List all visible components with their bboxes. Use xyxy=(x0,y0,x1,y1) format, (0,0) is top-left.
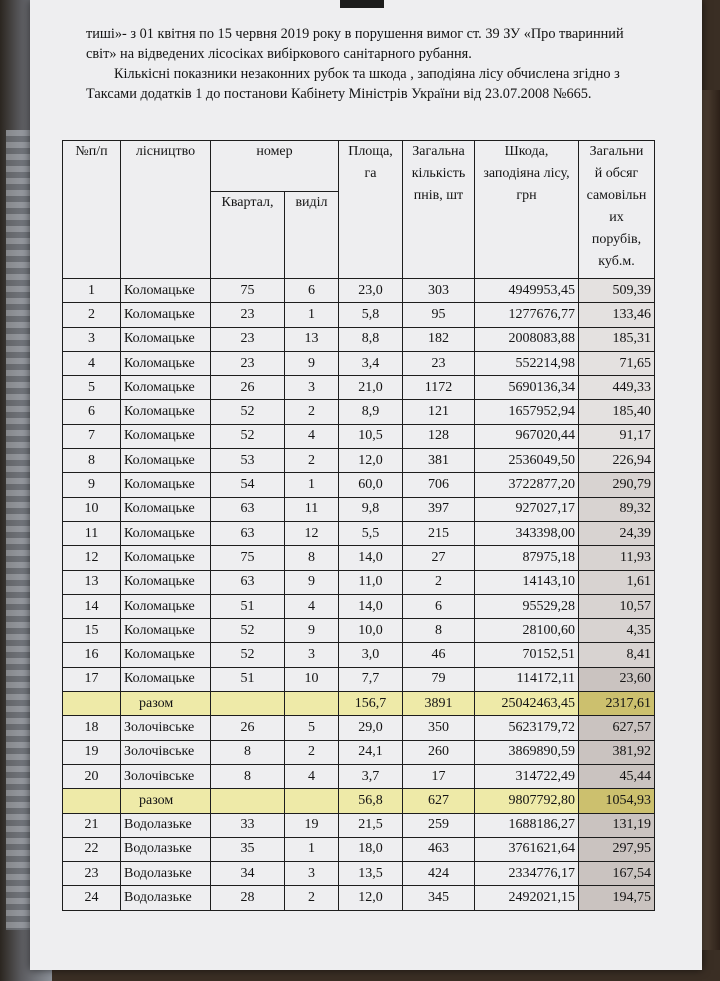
forestry-cell: Водолазьке xyxy=(121,837,211,861)
quarter-cell: 52 xyxy=(211,643,285,667)
section-cell: 8 xyxy=(285,546,339,570)
empty-cell xyxy=(211,692,285,716)
volume-cell: 1,61 xyxy=(579,570,655,594)
volume-cell: 4,35 xyxy=(579,619,655,643)
header-volume: Загальни й обсяг самовільн их порубів, куб.м. xyxy=(579,141,655,279)
header-area: Площа, га xyxy=(339,141,403,279)
header-num: №п/п xyxy=(63,141,121,279)
damage-cell: 3761621,64 xyxy=(475,837,579,861)
row-number: 11 xyxy=(63,521,121,545)
stumps-cell: 463 xyxy=(403,837,475,861)
subtotal-row xyxy=(63,692,655,716)
quarter-cell: 23 xyxy=(211,351,285,375)
row-number: 13 xyxy=(63,570,121,594)
stumps-cell: 27 xyxy=(403,546,475,570)
quarter-cell: 52 xyxy=(211,619,285,643)
stumps-cell: 95 xyxy=(403,303,475,327)
quarter-cell: 33 xyxy=(211,813,285,837)
table-row xyxy=(63,400,655,424)
volume-cell: 89,32 xyxy=(579,497,655,521)
volume-cell: 167,54 xyxy=(579,862,655,886)
header-forestry: лісництво xyxy=(121,141,211,279)
table-surface-edge xyxy=(700,90,720,950)
volume-cell: 297,95 xyxy=(579,837,655,861)
intro-paragraph-2: Кількісні показники незаконних рубок та шкода , заподіяна лісу обчислена згідно з Таксами додатків 1 до постанови Кабінету Міністрів України від 23.07.2008 №665. xyxy=(86,66,620,102)
subtotal-volume: 2317,61 xyxy=(579,692,655,716)
table-row xyxy=(63,327,655,351)
stumps-cell: 121 xyxy=(403,400,475,424)
forestry-cell: Водолазьке xyxy=(121,862,211,886)
row-number: 14 xyxy=(63,594,121,618)
forestry-cell: Коломацьке xyxy=(121,643,211,667)
row-number: 18 xyxy=(63,716,121,740)
volume-cell: 449,33 xyxy=(579,376,655,400)
damage-cell: 314722,49 xyxy=(475,764,579,788)
quarter-cell: 75 xyxy=(211,279,285,303)
forestry-cell: Коломацьке xyxy=(121,400,211,424)
damage-cell: 1688186,27 xyxy=(475,813,579,837)
row-number: 2 xyxy=(63,303,121,327)
damage-cell: 5690136,34 xyxy=(475,376,579,400)
table-row xyxy=(63,376,655,400)
area-cell: 10,5 xyxy=(339,424,403,448)
damage-cell: 1657952,94 xyxy=(475,400,579,424)
area-cell: 8,8 xyxy=(339,327,403,351)
forestry-cell: Золочівське xyxy=(121,764,211,788)
row-number: 6 xyxy=(63,400,121,424)
stumps-cell: 345 xyxy=(403,886,475,910)
empty-cell xyxy=(63,692,121,716)
stumps-cell: 397 xyxy=(403,497,475,521)
damage-cell: 927027,17 xyxy=(475,497,579,521)
area-cell: 5,8 xyxy=(339,303,403,327)
section-cell: 11 xyxy=(285,497,339,521)
header-damage: Шкода, заподіяна лісу, грн xyxy=(475,141,579,279)
volume-cell: 10,57 xyxy=(579,594,655,618)
header-section: виділ xyxy=(285,192,339,279)
area-cell: 21,5 xyxy=(339,813,403,837)
forestry-cell: Коломацьке xyxy=(121,424,211,448)
forestry-cell: Коломацьке xyxy=(121,473,211,497)
damage-cell: 95529,28 xyxy=(475,594,579,618)
damage-cell: 2536049,50 xyxy=(475,449,579,473)
quarter-cell: 63 xyxy=(211,570,285,594)
area-cell: 18,0 xyxy=(339,837,403,861)
subtotal-label: разом xyxy=(121,692,211,716)
damage-cell: 967020,44 xyxy=(475,424,579,448)
section-cell: 19 xyxy=(285,813,339,837)
section-cell: 2 xyxy=(285,449,339,473)
section-cell: 1 xyxy=(285,837,339,861)
quarter-cell: 54 xyxy=(211,473,285,497)
damage-cell: 3869890,59 xyxy=(475,740,579,764)
stumps-cell: 6 xyxy=(403,594,475,618)
row-number: 21 xyxy=(63,813,121,837)
row-number: 1 xyxy=(63,279,121,303)
stumps-cell: 260 xyxy=(403,740,475,764)
damage-cell: 4949953,45 xyxy=(475,279,579,303)
subtotal-volume: 1054,93 xyxy=(579,789,655,813)
row-number: 15 xyxy=(63,619,121,643)
section-cell: 9 xyxy=(285,619,339,643)
section-cell: 12 xyxy=(285,521,339,545)
area-cell: 3,0 xyxy=(339,643,403,667)
row-number: 17 xyxy=(63,667,121,691)
damage-cell: 5623179,72 xyxy=(475,716,579,740)
damage-cell: 2492021,15 xyxy=(475,886,579,910)
stumps-cell: 215 xyxy=(403,521,475,545)
forestry-cell: Коломацьке xyxy=(121,497,211,521)
volume-cell: 509,39 xyxy=(579,279,655,303)
forestry-cell: Коломацьке xyxy=(121,327,211,351)
forestry-cell: Коломацьке xyxy=(121,303,211,327)
section-cell: 9 xyxy=(285,570,339,594)
empty-cell xyxy=(211,789,285,813)
empty-cell xyxy=(285,692,339,716)
row-number: 10 xyxy=(63,497,121,521)
volume-cell: 8,41 xyxy=(579,643,655,667)
section-cell: 1 xyxy=(285,473,339,497)
stumps-cell: 79 xyxy=(403,667,475,691)
area-cell: 3,4 xyxy=(339,351,403,375)
table-row xyxy=(63,619,655,643)
damage-cell: 343398,00 xyxy=(475,521,579,545)
quarter-cell: 51 xyxy=(211,667,285,691)
section-cell: 6 xyxy=(285,279,339,303)
stumps-cell: 182 xyxy=(403,327,475,351)
area-cell: 13,5 xyxy=(339,862,403,886)
volume-cell: 11,93 xyxy=(579,546,655,570)
damage-cell: 552214,98 xyxy=(475,351,579,375)
damage-cell: 70152,51 xyxy=(475,643,579,667)
subtotal-stumps: 627 xyxy=(403,789,475,813)
section-cell: 2 xyxy=(285,886,339,910)
stumps-cell: 46 xyxy=(403,643,475,667)
forestry-cell: Золочівське xyxy=(121,716,211,740)
header-number: номер xyxy=(211,141,339,192)
volume-cell: 290,79 xyxy=(579,473,655,497)
logging-damage-table xyxy=(62,140,655,911)
damage-cell: 114172,11 xyxy=(475,667,579,691)
quarter-cell: 53 xyxy=(211,449,285,473)
forestry-cell: Коломацьке xyxy=(121,351,211,375)
forestry-cell: Коломацьке xyxy=(121,376,211,400)
volume-cell: 185,40 xyxy=(579,400,655,424)
row-number: 19 xyxy=(63,740,121,764)
quarter-cell: 26 xyxy=(211,376,285,400)
volume-cell: 71,65 xyxy=(579,351,655,375)
area-cell: 7,7 xyxy=(339,667,403,691)
subtotal-area: 156,7 xyxy=(339,692,403,716)
table-row xyxy=(63,667,655,691)
table-row xyxy=(63,521,655,545)
table-row xyxy=(63,716,655,740)
damage-cell: 2008083,88 xyxy=(475,327,579,351)
section-cell: 5 xyxy=(285,716,339,740)
table-row xyxy=(63,740,655,764)
quarter-cell: 63 xyxy=(211,521,285,545)
stumps-cell: 8 xyxy=(403,619,475,643)
table-row xyxy=(63,643,655,667)
area-cell: 9,8 xyxy=(339,497,403,521)
table-row xyxy=(63,424,655,448)
quarter-cell: 23 xyxy=(211,303,285,327)
stumps-cell: 23 xyxy=(403,351,475,375)
forestry-cell: Коломацьке xyxy=(121,279,211,303)
section-cell: 4 xyxy=(285,424,339,448)
stumps-cell: 128 xyxy=(403,424,475,448)
quarter-cell: 26 xyxy=(211,716,285,740)
area-cell: 5,5 xyxy=(339,521,403,545)
table-row xyxy=(63,546,655,570)
table-row xyxy=(63,764,655,788)
forestry-cell: Коломацьке xyxy=(121,619,211,643)
section-cell: 9 xyxy=(285,351,339,375)
section-cell: 2 xyxy=(285,400,339,424)
damage-cell: 3722877,20 xyxy=(475,473,579,497)
intro-paragraph-1: тиші»- з 01 квітня по 15 червня 2019 року в порушення вимог ст. 39 ЗУ «Про тваринний світ» на відведених лісосіках вибіркового санітарного рубання. xyxy=(86,26,624,62)
damage-cell: 2334776,17 xyxy=(475,862,579,886)
empty-cell xyxy=(63,789,121,813)
area-cell: 21,0 xyxy=(339,376,403,400)
damage-cell: 87975,18 xyxy=(475,546,579,570)
volume-cell: 627,57 xyxy=(579,716,655,740)
forestry-cell: Коломацьке xyxy=(121,570,211,594)
stumps-cell: 303 xyxy=(403,279,475,303)
table-row xyxy=(63,886,655,910)
row-number: 16 xyxy=(63,643,121,667)
volume-cell: 226,94 xyxy=(579,449,655,473)
subtotal-damage: 25042463,45 xyxy=(475,692,579,716)
section-cell: 4 xyxy=(285,594,339,618)
table-row xyxy=(63,351,655,375)
damage-cell: 28100,60 xyxy=(475,619,579,643)
stumps-cell: 350 xyxy=(403,716,475,740)
damage-cell: 14143,10 xyxy=(475,570,579,594)
table-row xyxy=(63,813,655,837)
section-cell: 2 xyxy=(285,740,339,764)
stumps-cell: 17 xyxy=(403,764,475,788)
stumps-cell: 706 xyxy=(403,473,475,497)
table-row xyxy=(63,449,655,473)
section-cell: 4 xyxy=(285,764,339,788)
stumps-cell: 424 xyxy=(403,862,475,886)
quarter-cell: 34 xyxy=(211,862,285,886)
section-cell: 3 xyxy=(285,376,339,400)
quarter-cell: 23 xyxy=(211,327,285,351)
area-cell: 14,0 xyxy=(339,546,403,570)
area-cell: 24,1 xyxy=(339,740,403,764)
volume-cell: 133,46 xyxy=(579,303,655,327)
table-row xyxy=(63,473,655,497)
section-cell: 3 xyxy=(285,862,339,886)
volume-cell: 381,92 xyxy=(579,740,655,764)
row-number: 12 xyxy=(63,546,121,570)
forestry-cell: Золочівське xyxy=(121,740,211,764)
table-row xyxy=(63,303,655,327)
volume-cell: 91,17 xyxy=(579,424,655,448)
section-cell: 10 xyxy=(285,667,339,691)
section-cell: 3 xyxy=(285,643,339,667)
forestry-cell: Коломацьке xyxy=(121,449,211,473)
page-header-mark xyxy=(340,0,384,8)
quarter-cell: 75 xyxy=(211,546,285,570)
quarter-cell: 63 xyxy=(211,497,285,521)
area-cell: 29,0 xyxy=(339,716,403,740)
forestry-cell: Коломацьке xyxy=(121,521,211,545)
area-cell: 3,7 xyxy=(339,764,403,788)
quarter-cell: 52 xyxy=(211,424,285,448)
volume-cell: 45,44 xyxy=(579,764,655,788)
quarter-cell: 28 xyxy=(211,886,285,910)
volume-cell: 23,60 xyxy=(579,667,655,691)
stumps-cell: 259 xyxy=(403,813,475,837)
header-quarter: Квартал, xyxy=(211,192,285,279)
quarter-cell: 8 xyxy=(211,740,285,764)
area-cell: 8,9 xyxy=(339,400,403,424)
section-cell: 1 xyxy=(285,303,339,327)
row-number: 7 xyxy=(63,424,121,448)
forestry-cell: Коломацьке xyxy=(121,546,211,570)
table-row xyxy=(63,279,655,303)
volume-cell: 185,31 xyxy=(579,327,655,351)
empty-cell xyxy=(285,789,339,813)
forestry-cell: Водолазьке xyxy=(121,813,211,837)
volume-cell: 24,39 xyxy=(579,521,655,545)
area-cell: 10,0 xyxy=(339,619,403,643)
table-row xyxy=(63,837,655,861)
area-cell: 12,0 xyxy=(339,449,403,473)
area-cell: 12,0 xyxy=(339,886,403,910)
volume-cell: 131,19 xyxy=(579,813,655,837)
row-number: 8 xyxy=(63,449,121,473)
stumps-cell: 2 xyxy=(403,570,475,594)
table-row xyxy=(63,497,655,521)
row-number: 24 xyxy=(63,886,121,910)
forestry-cell: Коломацьке xyxy=(121,667,211,691)
forestry-cell: Водолазьке xyxy=(121,886,211,910)
damage-cell: 1277676,77 xyxy=(475,303,579,327)
row-number: 23 xyxy=(63,862,121,886)
quarter-cell: 8 xyxy=(211,764,285,788)
row-number: 20 xyxy=(63,764,121,788)
stumps-cell: 1172 xyxy=(403,376,475,400)
subtotal-damage: 9807792,80 xyxy=(475,789,579,813)
header-stumps: Загальна кількість пнів, шт xyxy=(403,141,475,279)
stumps-cell: 381 xyxy=(403,449,475,473)
section-cell: 13 xyxy=(285,327,339,351)
row-number: 4 xyxy=(63,351,121,375)
table-row xyxy=(63,570,655,594)
subtotal-row xyxy=(63,789,655,813)
forestry-cell: Коломацьке xyxy=(121,594,211,618)
quarter-cell: 35 xyxy=(211,837,285,861)
area-cell: 60,0 xyxy=(339,473,403,497)
row-number: 3 xyxy=(63,327,121,351)
volume-cell: 194,75 xyxy=(579,886,655,910)
area-cell: 23,0 xyxy=(339,279,403,303)
table-row xyxy=(63,594,655,618)
intro-text xyxy=(86,24,646,104)
row-number: 22 xyxy=(63,837,121,861)
quarter-cell: 51 xyxy=(211,594,285,618)
subtotal-label: разом xyxy=(121,789,211,813)
subtotal-area: 56,8 xyxy=(339,789,403,813)
row-number: 5 xyxy=(63,376,121,400)
table-row xyxy=(63,862,655,886)
area-cell: 11,0 xyxy=(339,570,403,594)
row-number: 9 xyxy=(63,473,121,497)
area-cell: 14,0 xyxy=(339,594,403,618)
quarter-cell: 52 xyxy=(211,400,285,424)
subtotal-stumps: 3891 xyxy=(403,692,475,716)
